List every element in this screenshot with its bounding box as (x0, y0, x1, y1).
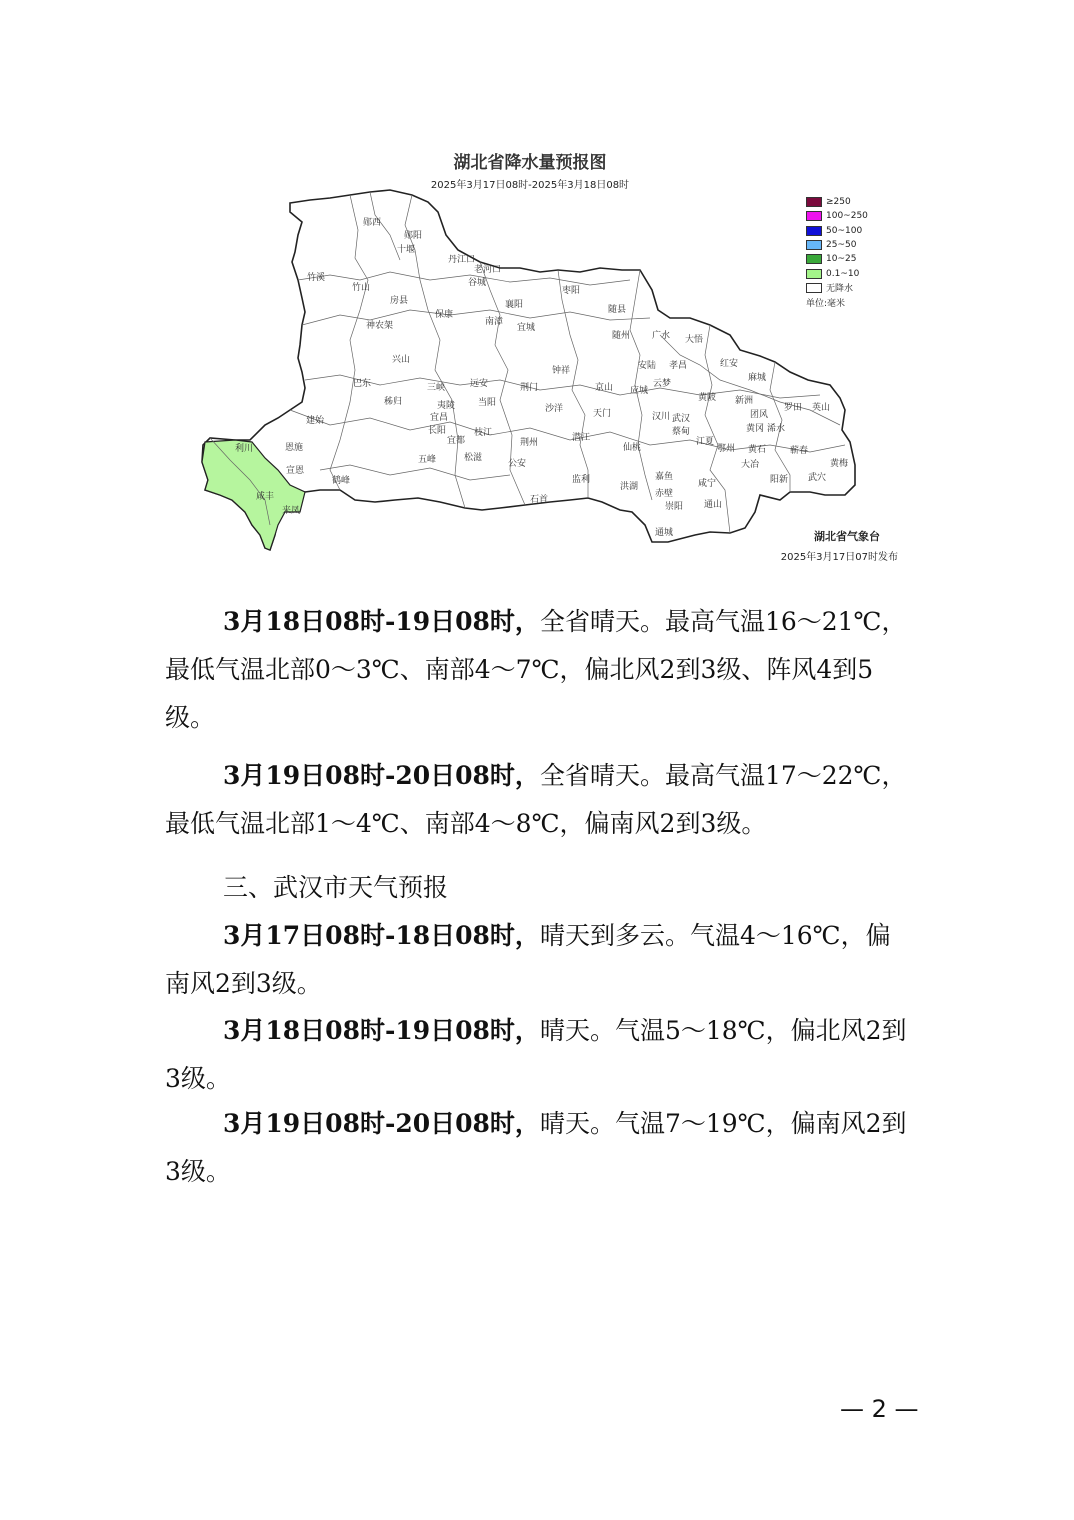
place-label: 秭归 (384, 397, 403, 407)
map-issuer: 湖北省气象台 (814, 530, 880, 543)
place-label: 恩施 (285, 443, 304, 453)
place-label: 公安 (508, 459, 527, 469)
place-label: 襄阳 (505, 300, 524, 310)
place-label: 监利 (572, 475, 591, 485)
legend-swatch (806, 211, 822, 221)
place-label: 随州 (612, 331, 631, 341)
place-label: 阳新 (770, 475, 789, 485)
place-label: 石首 (530, 495, 549, 505)
place-label: 罗田 (784, 403, 803, 413)
place-label: 武穴 (808, 473, 827, 483)
place-label: 黄梅 (830, 459, 849, 469)
place-label: 房县 (390, 296, 409, 306)
place-label: 建始 (306, 416, 325, 426)
place-label: 夷陵 (437, 401, 456, 411)
wuhan-forecast-paragraph-2 (165, 1007, 915, 1103)
place-label: 天门 (593, 409, 612, 419)
place-label: 黄石 (748, 445, 767, 455)
place-label: 郧西 (363, 218, 382, 228)
legend-swatch (806, 254, 822, 264)
place-label: 郧阳 (404, 231, 423, 241)
wuhan-forecast-paragraph-1 (165, 912, 915, 1008)
place-label: 咸丰 (256, 492, 275, 502)
legend-unit: 单位:毫米 (806, 299, 846, 310)
legend-item (806, 281, 906, 295)
place-label: 钟祥 (552, 366, 571, 376)
place-label: 黄冈 (746, 424, 765, 434)
legend-swatch (806, 197, 822, 207)
forecast-period: 3月19日08时-20日08时， (223, 1109, 540, 1138)
map-legend (806, 195, 906, 309)
place-label: 浠水 (767, 424, 786, 434)
section-heading: 三、武汉市天气预报 (223, 873, 449, 902)
place-label: 孝昌 (669, 361, 688, 371)
place-label: 保康 (435, 310, 454, 320)
place-label: 团风 (750, 410, 769, 420)
place-label: 赤壁 (655, 489, 674, 499)
place-label: 随县 (608, 305, 627, 315)
place-label: 十堰 (397, 245, 416, 255)
forecast-period: 3月18日08时-19日08时， (223, 607, 540, 636)
place-label: 宜昌 (430, 413, 449, 423)
place-label: 汉川 (652, 412, 671, 422)
legend-swatch (806, 269, 822, 279)
place-label: 安陆 (638, 361, 657, 371)
place-label: 当阳 (478, 398, 497, 408)
place-label: 通山 (704, 500, 723, 510)
forecast-period: 3月17日08时-18日08时， (223, 921, 540, 950)
place-label: 远安 (470, 379, 489, 389)
place-label: 蔡甸 (672, 427, 691, 437)
forecast-period: 3月19日08时-20日08时， (223, 761, 540, 790)
place-label: 松滋 (464, 453, 483, 463)
place-label: 三峡 (427, 383, 446, 393)
precipitation-map-figure (190, 140, 910, 570)
legend-label: 50~100 (826, 225, 863, 236)
place-label: 枝江 (474, 428, 493, 438)
place-label: 来凤 (282, 506, 301, 516)
legend-item (806, 195, 906, 209)
place-label: 嘉鱼 (655, 472, 674, 482)
place-label: 竹山 (352, 283, 371, 293)
legend-label: ≥250 (826, 197, 851, 208)
legend-item (806, 266, 906, 280)
place-label: 蕲春 (790, 446, 809, 456)
legend-item (806, 224, 906, 238)
place-label: 谷城 (468, 278, 487, 288)
place-label: 荆州 (520, 438, 539, 448)
place-label: 宣恩 (286, 466, 305, 476)
place-label: 京山 (595, 383, 614, 393)
legend-label: 无降水 (826, 284, 854, 295)
wuhan-forecast-paragraph-3 (165, 1100, 915, 1196)
place-label: 南漳 (485, 317, 504, 327)
legend-swatch (806, 226, 822, 236)
forecast-text: 全省晴天。最高气温16～21℃，最低气温北部0～3℃、南部4～7℃，偏北风2到3级、阵风4到5级。 (165, 607, 907, 732)
place-label: 大冶 (741, 460, 760, 470)
legend-item (806, 252, 906, 266)
place-label: 新洲 (735, 396, 754, 406)
map-title: 湖北省降水量预报图 (453, 153, 607, 173)
place-label: 仙桃 (623, 443, 642, 453)
page-number: — 2 — (840, 1395, 919, 1423)
legend-label: 10~25 (826, 254, 857, 265)
place-label: 鹤峰 (332, 476, 351, 486)
map-issue-time: 2025年3月17日07时发布 (780, 552, 898, 563)
legend-item (806, 238, 906, 252)
place-label: 枣阳 (562, 286, 581, 296)
legend-item (806, 209, 906, 223)
forecast-period: 3月18日08时-19日08时， (223, 1016, 540, 1045)
place-label: 英山 (812, 403, 831, 413)
place-label: 鄂州 (717, 444, 736, 454)
place-label: 武汉 (672, 414, 691, 424)
map-subtitle: 2025年3月17日08时-2025年3月18日08时 (430, 180, 630, 191)
place-label: 咸宁 (698, 479, 717, 489)
place-label: 宜都 (447, 436, 466, 446)
place-label: 神农架 (366, 321, 394, 331)
forecast-text: 晴天。气温7～19℃，偏南风2到3级。 (165, 1109, 907, 1186)
place-label: 洪湖 (620, 482, 639, 492)
hubei-map (190, 140, 910, 570)
forecast-text: 晴天到多云。气温4～16℃，偏南风2到3级。 (165, 921, 891, 998)
place-label: 广水 (652, 331, 671, 341)
legend-label: 100~250 (826, 211, 868, 222)
place-label: 麻城 (748, 373, 767, 383)
province-forecast-paragraph-1 (165, 598, 915, 742)
place-label: 黄陂 (698, 393, 717, 403)
place-label: 巴东 (353, 379, 372, 389)
legend-label: 25~50 (826, 240, 857, 251)
place-label: 江夏 (696, 437, 715, 447)
place-label: 荆门 (520, 383, 539, 393)
legend-swatch (806, 283, 822, 293)
province-forecast-paragraph-2 (165, 752, 915, 848)
legend-label: 0.1~10 (826, 268, 860, 279)
place-label: 潜江 (572, 433, 591, 443)
place-label: 通城 (655, 528, 674, 538)
legend-swatch (806, 240, 822, 250)
place-label: 五峰 (418, 455, 437, 465)
place-label: 崇阳 (665, 502, 684, 512)
place-label: 兴山 (392, 355, 411, 365)
place-label: 沙洋 (545, 404, 564, 414)
place-label: 老河口 (474, 265, 502, 275)
place-label: 云梦 (653, 379, 672, 389)
place-label: 红安 (720, 359, 739, 369)
forecast-text: 晴天。气温5～18℃，偏北风2到3级。 (165, 1016, 907, 1093)
place-label: 宜城 (517, 323, 536, 333)
place-label: 长阳 (428, 426, 447, 436)
place-label: 应城 (630, 386, 649, 396)
place-label: 大悟 (685, 335, 704, 345)
forecast-text: 全省晴天。最高气温17～22℃，最低气温北部1～4℃、南部4～8℃，偏南风2到3级。 (165, 761, 907, 838)
place-label: 利川 (235, 444, 254, 454)
place-label: 竹溪 (307, 273, 326, 283)
place-label: 丹江口 (448, 255, 476, 265)
